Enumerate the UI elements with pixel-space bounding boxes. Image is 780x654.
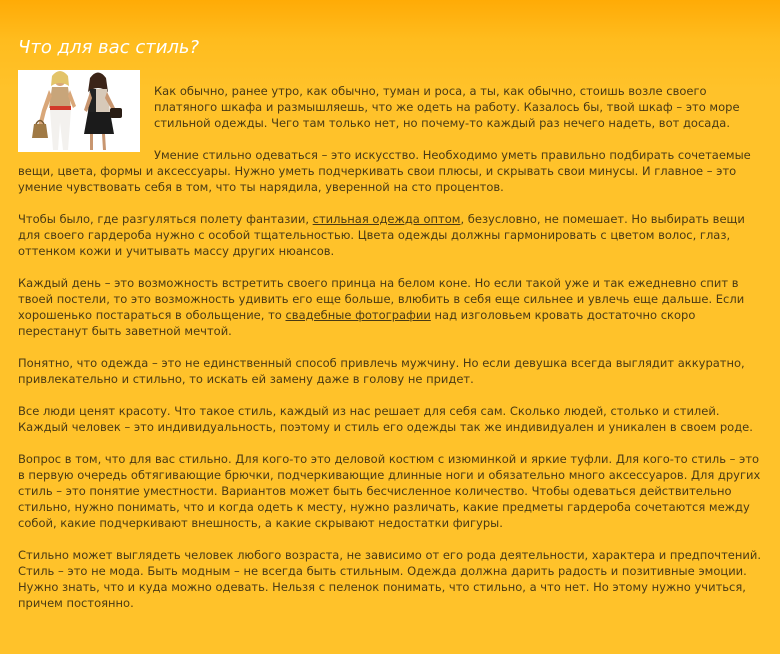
paragraph-4-text-before: Каждый день – это возможность встретить своего принца на белом коне. Но если такой уже и так ежедневно спит в твоей постели, то это возможность удивить его еще больше, влюбить в себя еще сильнее и увлечь еще дальше. Если хорошенько постараться в обольщение, то bbox=[18, 276, 745, 322]
two-women-illustration bbox=[18, 70, 140, 152]
fashion-photo bbox=[18, 70, 140, 152]
paragraph-4-text-after: над изголовьем кровать достаточно скоро перестанут быть заветной мечтой. bbox=[18, 308, 696, 338]
paragraph-5: Понятно, что одежда – это не единственный способ привлечь мужчину. Но если девушка всегда выглядит аккуратно, привлекательно и стильно, то искать ей замену даже в голову не придет. bbox=[18, 356, 745, 386]
paragraph-6: Все люди ценят красоту. Что такое стиль, каждый из нас решает для себя сам. Сколько людей, столько и стилей. Каждый человек – это индивидуальность, поэтому и стиль его одежды так же индивидуален и уникален в своем роде. bbox=[18, 404, 753, 434]
paragraph-7: Вопрос в том, что для вас стильно. Для кого-то это деловой костюм с изюминкой и яркие туфли. Для кого-то стиль – это в первую очередь обтягивающие брючки, подчеркивающие длинные ноги и обязательно много аксессуаров. Для других стиль – это понятие уместности. Вариантов может быть бесчисленное количество. Чтобы одеваться действительно стильно, нужно понимать, что и когда одеть к месту, нужно различать, какие предметы гардероба сочетаются между собой, какие подчеркивают внешность, а какие скрывают недостатки фигуры. bbox=[18, 452, 761, 530]
paragraph-4 bbox=[18, 275, 766, 339]
paragraph-3-text-after: , безусловно, не помешает. Но выбирать вещи для своего гардероба нужно с особой тщательностью. Цвета одежды должны гармонировать с цветом волос, глаз, оттенком кожи и учитывать массу других нюансов. bbox=[18, 212, 745, 258]
wedding-photos-link[interactable]: свадебные фотографии bbox=[285, 308, 431, 322]
wholesale-clothing-link[interactable]: стильная одежда оптом bbox=[312, 212, 461, 226]
paragraph-8: Стильно может выглядеть человек любого возраста, не зависимо от его рода деятельности, характера и предпочтений. Стиль – это не мода. Быть модным – не всегда быть стильным. Одежда должна дарить радость и позитивные эмоции. Нужно знать, что и куда можно одевать. Нельзя с пеленок понимать, что стильно, а что нет. Но этому нужно учиться, причем постоянно. bbox=[18, 548, 761, 610]
paragraph-3 bbox=[18, 211, 766, 259]
paragraph-1: Как обычно, ранее утро, как обычно, туман и роса, а ты, как обычно, стоишь возле своего платяного шкафа и размышляешь, что же одеть на работу. Казалось бы, твой шкаф – это море стильной одежды. Чего там только нет, но почему-то каждый раз нечего надеть, вот досада. bbox=[154, 84, 740, 130]
article-title: Что для вас стиль? bbox=[18, 37, 200, 58]
article-body bbox=[18, 83, 766, 627]
paragraph-2: Умение стильно одеваться – это искусство. Необходимо уметь правильно подбирать сочетаемые вещи, цвета, формы и аксессуары. Нужно уметь подчеркивать свои плюсы, и скрывать свои минусы. И главное – это умение чувствовать себя в том, что ты нарядила, уверенной на сто процентов. bbox=[18, 148, 751, 194]
paragraph-3-text-before: Чтобы было, где разгуляться полету фантазии, bbox=[18, 212, 313, 226]
